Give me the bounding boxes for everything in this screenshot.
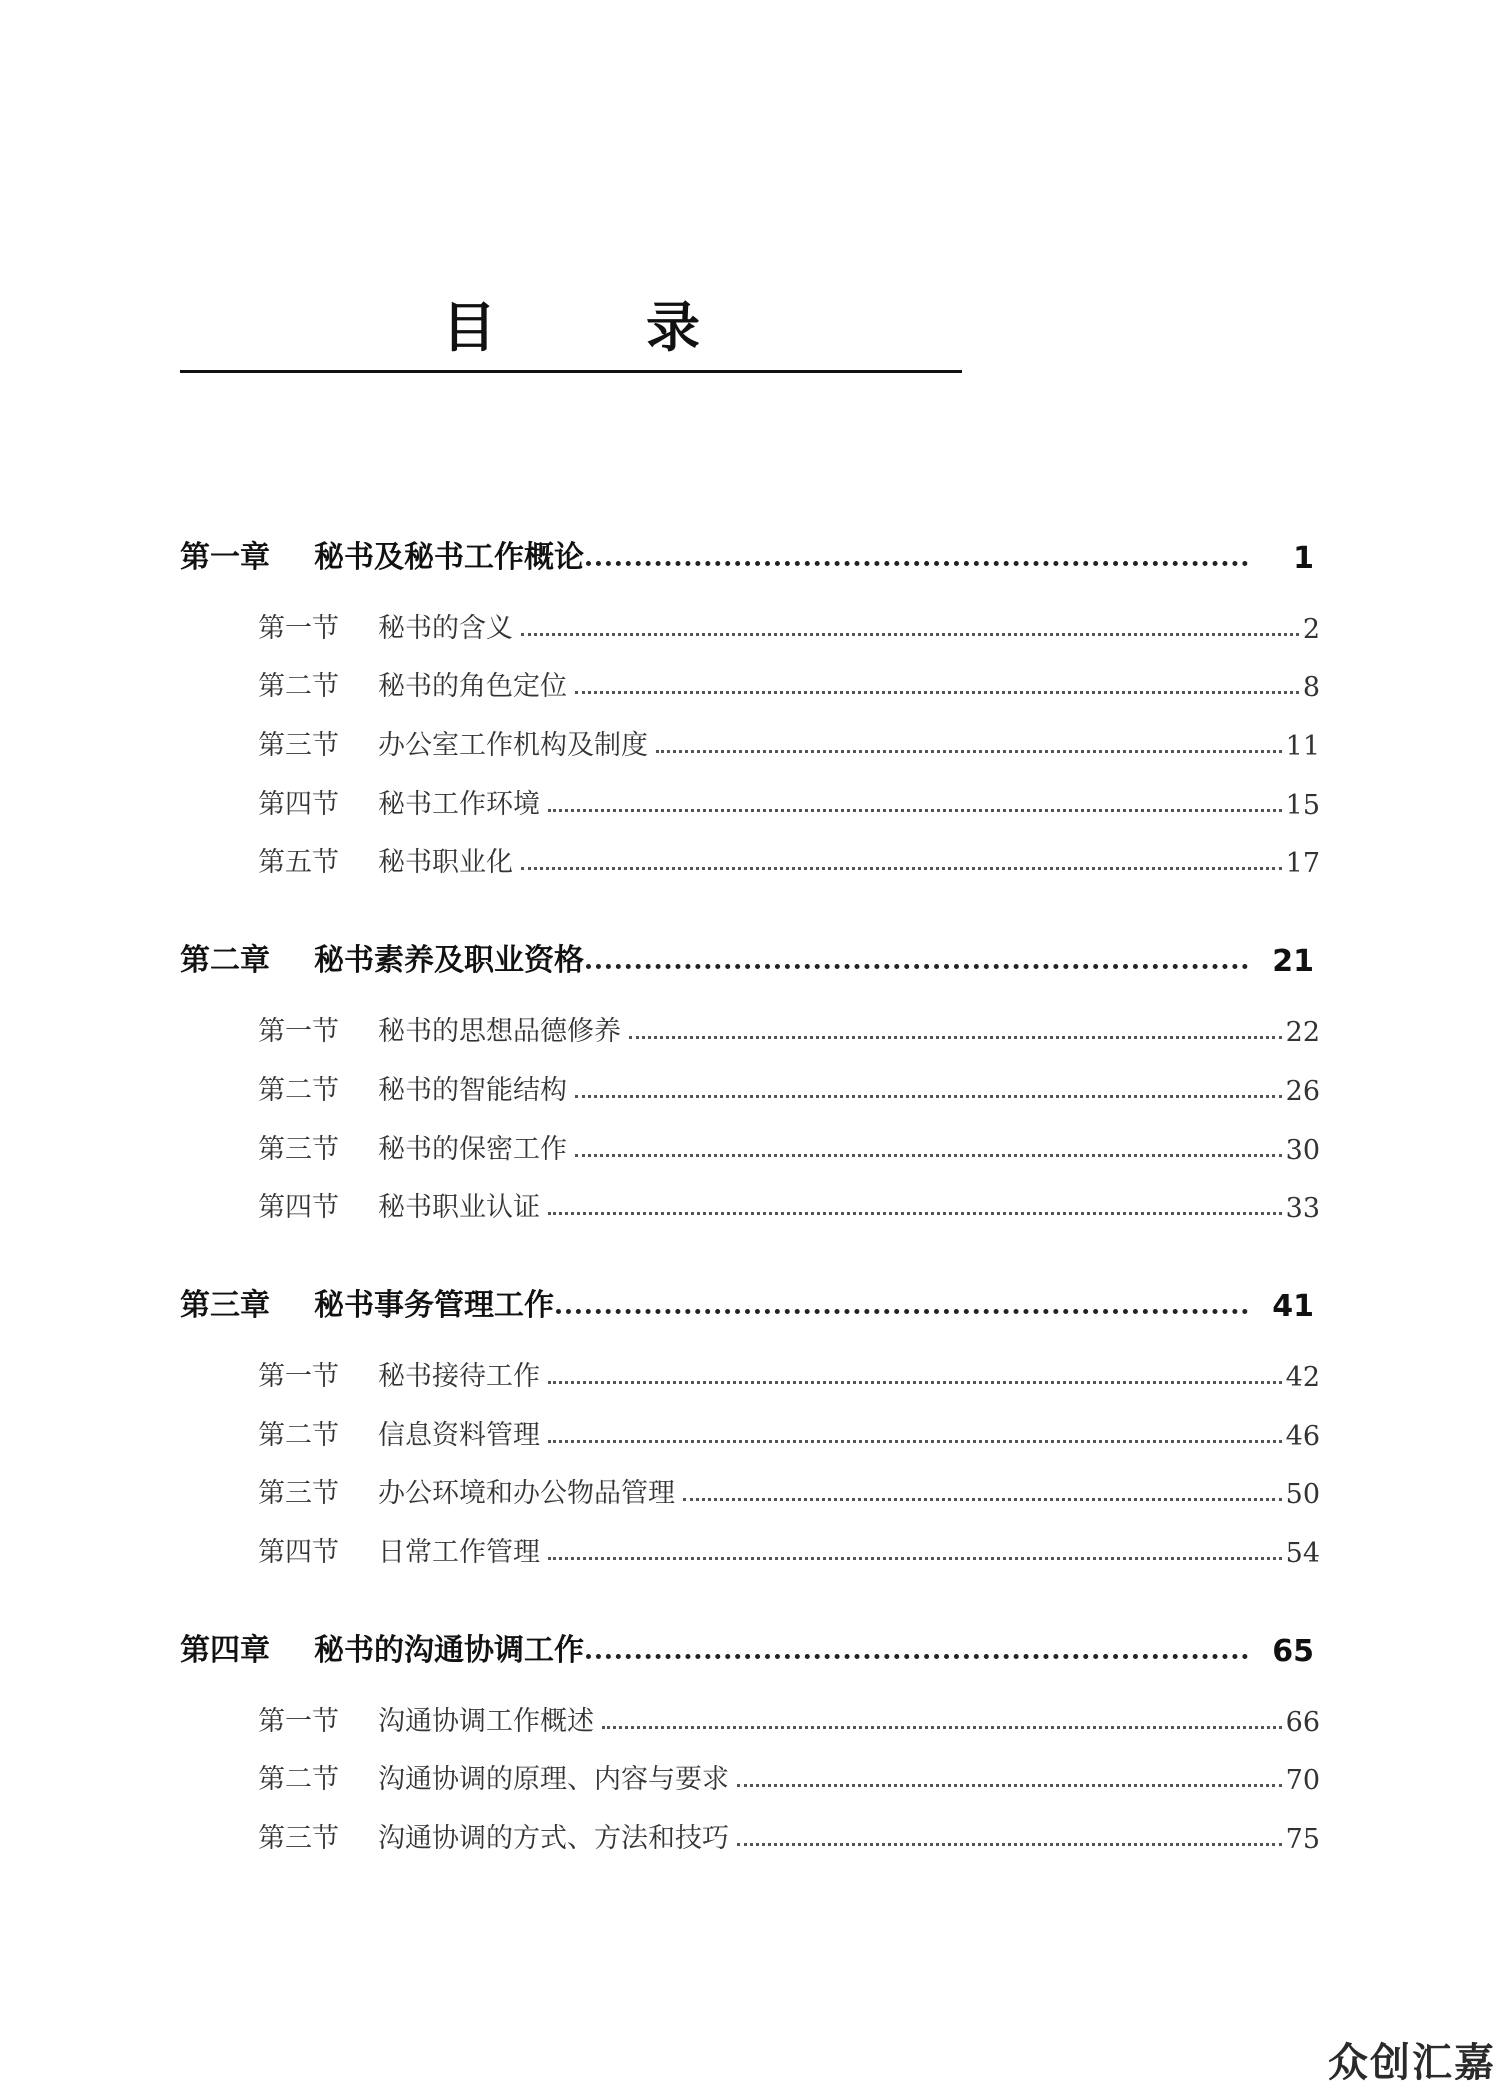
chapter-entry[interactable] bbox=[180, 919, 1320, 979]
section-entry[interactable] bbox=[180, 1452, 1320, 1511]
section-page-number: 30 bbox=[1285, 1134, 1320, 1166]
section-entry[interactable] bbox=[180, 1166, 1320, 1225]
section-page-number: 70 bbox=[1285, 1765, 1320, 1797]
chapter-entry[interactable] bbox=[180, 1264, 1320, 1324]
dot-leader bbox=[602, 1726, 1282, 1729]
section-title: 秘书的保密工作 bbox=[378, 1133, 567, 1165]
section-entry[interactable] bbox=[180, 821, 1320, 880]
section-number: 第二节 bbox=[258, 1764, 339, 1796]
dot-leader bbox=[575, 1154, 1282, 1157]
section-page-number: 26 bbox=[1285, 1075, 1320, 1107]
chapter-title: 秘书的沟通协调工作 bbox=[314, 1632, 584, 1668]
chapter-number: 第二章 bbox=[180, 943, 270, 979]
title-underline bbox=[180, 370, 962, 373]
section-page-number: 17 bbox=[1285, 848, 1320, 880]
section-number: 第一节 bbox=[258, 612, 339, 644]
chapter-page-number: 65 bbox=[1272, 1633, 1314, 1669]
chapter-page-number: 21 bbox=[1272, 944, 1314, 980]
chapter-title: 秘书事务管理工作 bbox=[314, 1288, 554, 1324]
section-number: 第二节 bbox=[258, 1074, 339, 1106]
section-title: 秘书工作环境 bbox=[378, 788, 540, 820]
section-list bbox=[180, 586, 1320, 879]
chapter-title: 秘书素养及职业资格 bbox=[314, 943, 584, 979]
dot-leader bbox=[586, 1654, 1248, 1659]
section-title: 办公室工作机构及制度 bbox=[378, 730, 648, 762]
dot-leader bbox=[556, 1309, 1248, 1314]
section-entry[interactable] bbox=[180, 1796, 1320, 1855]
section-page-number: 11 bbox=[1285, 731, 1320, 763]
chapter-entry[interactable] bbox=[180, 1609, 1320, 1669]
table-of-contents bbox=[180, 516, 1320, 1855]
section-entry[interactable] bbox=[180, 989, 1320, 1048]
section-page-number: 42 bbox=[1285, 1361, 1320, 1393]
page-title: 目 录 bbox=[442, 296, 748, 359]
dot-leader bbox=[586, 964, 1248, 969]
dot-leader bbox=[548, 1381, 1282, 1384]
section-page-number: 46 bbox=[1285, 1420, 1320, 1452]
chapter-page-number: 41 bbox=[1272, 1289, 1314, 1325]
section-entry[interactable] bbox=[180, 1679, 1320, 1738]
dot-leader bbox=[548, 1440, 1282, 1443]
section-entry[interactable] bbox=[180, 645, 1320, 704]
section-entry[interactable] bbox=[180, 703, 1320, 762]
section-number: 第一节 bbox=[258, 1360, 339, 1392]
dot-leader bbox=[575, 1095, 1282, 1098]
section-page-number: 66 bbox=[1285, 1706, 1320, 1738]
chapter-number: 第三章 bbox=[180, 1288, 270, 1324]
section-title: 秘书的角色定位 bbox=[378, 671, 567, 703]
section-number: 第三节 bbox=[258, 1823, 339, 1854]
section-page-number: 75 bbox=[1285, 1824, 1320, 1855]
section-entry[interactable] bbox=[180, 1510, 1320, 1569]
section-list bbox=[180, 1334, 1320, 1569]
section-number: 第五节 bbox=[258, 847, 339, 879]
section-title: 沟通协调工作概述 bbox=[378, 1705, 594, 1737]
section-entry[interactable] bbox=[180, 1393, 1320, 1452]
section-number: 第一节 bbox=[258, 1705, 339, 1737]
dot-leader bbox=[629, 1036, 1282, 1039]
section-entry[interactable] bbox=[180, 1334, 1320, 1393]
section-title: 秘书职业化 bbox=[378, 847, 513, 879]
section-page-number: 54 bbox=[1285, 1537, 1320, 1569]
chapter-number: 第一章 bbox=[180, 540, 270, 575]
dot-leader bbox=[737, 1784, 1282, 1787]
section-entry[interactable] bbox=[180, 586, 1320, 645]
section-number: 第二节 bbox=[258, 671, 339, 703]
section-title: 办公环境和办公物品管理 bbox=[378, 1478, 675, 1510]
dot-leader bbox=[548, 809, 1282, 812]
section-page-number: 15 bbox=[1285, 789, 1320, 821]
section-title: 沟通协调的原理、内容与要求 bbox=[378, 1764, 729, 1796]
section-number: 第三节 bbox=[258, 1478, 339, 1510]
chapter-page-number: 1 bbox=[1293, 541, 1314, 576]
section-number: 第三节 bbox=[258, 1133, 339, 1165]
section-number: 第一节 bbox=[258, 1016, 339, 1048]
section-entry[interactable] bbox=[180, 1048, 1320, 1107]
chapter-entry[interactable] bbox=[180, 516, 1320, 576]
dot-leader bbox=[521, 867, 1282, 870]
dot-leader bbox=[575, 691, 1299, 694]
chapter-number: 第四章 bbox=[180, 1632, 270, 1668]
section-page-number: 22 bbox=[1285, 1017, 1320, 1049]
section-number: 第四节 bbox=[258, 788, 339, 820]
section-entry[interactable] bbox=[180, 762, 1320, 821]
dot-leader bbox=[737, 1843, 1282, 1846]
dot-leader bbox=[548, 1557, 1282, 1560]
section-title: 秘书职业认证 bbox=[378, 1192, 540, 1224]
section-entry[interactable] bbox=[180, 1738, 1320, 1797]
dot-leader bbox=[586, 561, 1248, 566]
section-page-number: 50 bbox=[1285, 1479, 1320, 1511]
section-number: 第三节 bbox=[258, 730, 339, 762]
section-list bbox=[180, 989, 1320, 1224]
section-page-number: 33 bbox=[1285, 1193, 1320, 1225]
section-page-number: 8 bbox=[1302, 672, 1320, 704]
section-title: 日常工作管理 bbox=[378, 1536, 540, 1568]
section-number: 第四节 bbox=[258, 1536, 339, 1568]
chapter-title: 秘书及秘书工作概论 bbox=[314, 540, 584, 575]
section-page-number: 2 bbox=[1302, 613, 1320, 645]
watermark: 众创汇嘉 bbox=[1328, 2040, 1496, 2086]
section-title: 秘书接待工作 bbox=[378, 1360, 540, 1392]
dot-leader bbox=[683, 1498, 1282, 1501]
section-list bbox=[180, 1679, 1320, 1855]
section-title: 信息资料管理 bbox=[378, 1419, 540, 1451]
section-number: 第四节 bbox=[258, 1192, 339, 1224]
section-title: 秘书的思想品德修养 bbox=[378, 1016, 621, 1048]
section-title: 秘书的智能结构 bbox=[378, 1074, 567, 1106]
dot-leader bbox=[548, 1212, 1282, 1215]
section-entry[interactable] bbox=[180, 1107, 1320, 1166]
section-title: 秘书的含义 bbox=[378, 612, 513, 644]
dot-leader bbox=[656, 750, 1282, 753]
section-title: 沟通协调的方式、方法和技巧 bbox=[378, 1823, 729, 1854]
section-number: 第二节 bbox=[258, 1419, 339, 1451]
dot-leader bbox=[521, 633, 1299, 636]
